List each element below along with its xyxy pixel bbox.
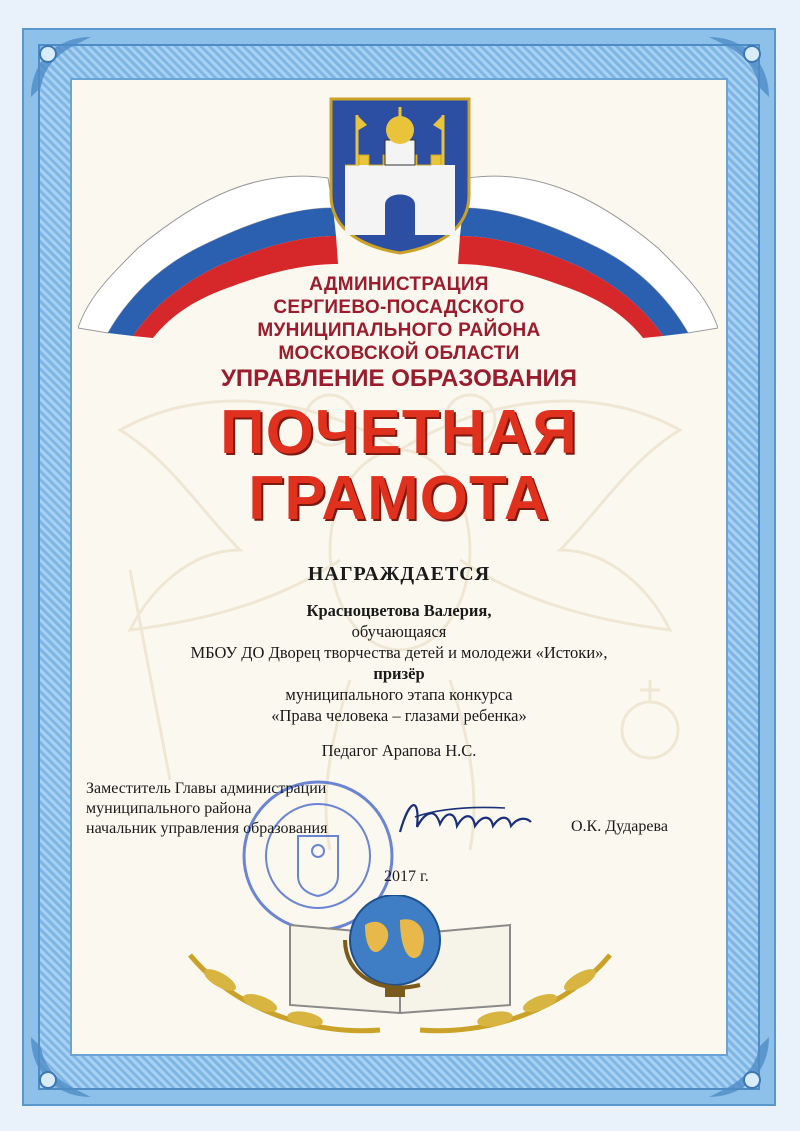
teacher-name: Педагог Арапова Н.С. (321, 741, 477, 760)
title-line-1: ПОЧЕТНАЯ (220, 398, 578, 467)
corner-ornament-icon (26, 1032, 96, 1102)
corner-ornament-icon (704, 32, 774, 102)
issuer-line-1: АДМИНИСТРАЦИЯ (309, 274, 489, 295)
signatory-line-3: начальник управления образования (86, 820, 328, 837)
issuer-block (70, 273, 728, 393)
signatory-line-2: муниципального района (86, 800, 252, 817)
department-title: УПРАВЛЕНИЕ ОБРАЗОВАНИЯ (220, 365, 578, 392)
globe-book-laurel-icon (180, 895, 620, 1050)
contest-name: «Права человека – глазами ребенка» (271, 706, 527, 725)
signatory-name: О.К. Дударева (571, 818, 668, 835)
contest-stage: муниципального этапа конкурса (285, 685, 513, 704)
title-line-2: ГРАМОТА (248, 464, 550, 533)
coat-of-arms-icon (327, 95, 473, 260)
signatory-title (86, 779, 327, 839)
issue-date: 2017 г. (384, 868, 429, 885)
award-details (70, 600, 728, 761)
corner-ornament-icon (704, 1032, 774, 1102)
signatory-line-1: Заместитель Главы администрации (86, 780, 327, 797)
corner-ornament-icon (26, 32, 96, 102)
handwritten-signature-icon (395, 792, 535, 847)
recipient-name: Красноцветова Валерия, (306, 601, 492, 620)
recipient-school: МБОУ ДО Дворец творчества детей и молодежи «Истоки», (190, 643, 608, 662)
certificate-title (70, 400, 728, 532)
recipient-role: обучающаяся (351, 622, 447, 641)
issuer-line-2: СЕРГИЕВО-ПОСАДСКОГО (273, 297, 525, 318)
award-place: призёр (373, 664, 425, 683)
issuer-line-3: МУНИЦИПАЛЬНОГО РАЙОНА (257, 320, 541, 341)
issuer-line-4: МОСКОВСКОЙ ОБЛАСТИ (278, 343, 520, 364)
award-verb-text: НАГРАЖДАЕТСЯ (307, 563, 491, 585)
award-verb (70, 563, 728, 586)
